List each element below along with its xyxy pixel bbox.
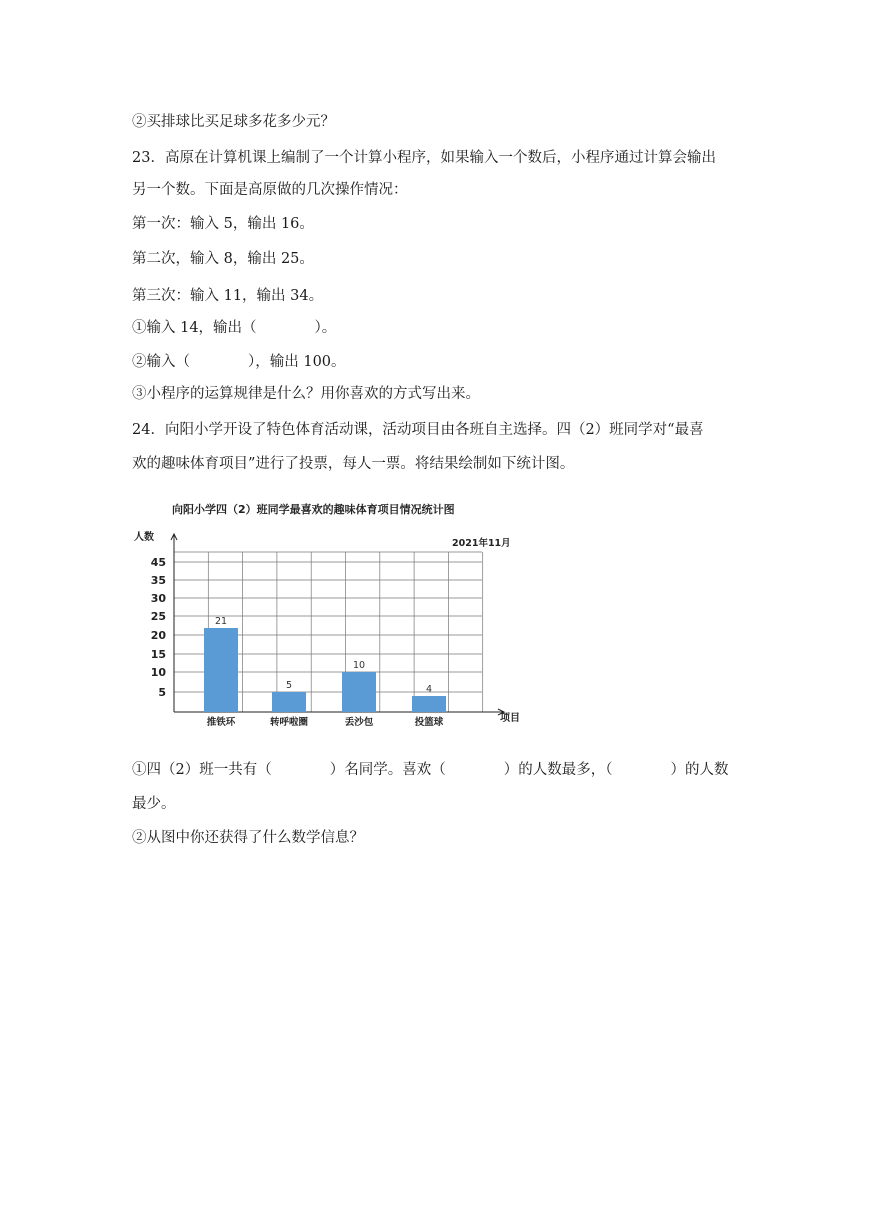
y-tick-label: 15	[150, 648, 166, 661]
sub-question-1: ①输入 14，输出（ ）。	[132, 320, 337, 336]
y-tick-label: 25	[150, 610, 166, 623]
chart-axes	[151, 534, 504, 715]
question-24-line-1: 24．向阳小学开设了特色体育活动课，活动项目由各班自主选择。四（2）班同学对“最喜	[132, 422, 704, 438]
question-24-sub-1-cont: 最少。	[132, 796, 176, 812]
y-tick-label: 20	[150, 629, 166, 642]
bar	[342, 672, 376, 712]
y-axis-label: 人数	[134, 532, 154, 543]
bar-value-label: 5	[285, 680, 293, 691]
bar	[412, 696, 446, 712]
question-24-sub-2: ②从图中你还获得了什么数学信息？	[132, 830, 364, 846]
x-tick-label: 投篮球	[414, 717, 444, 728]
bar-value-label: 4	[425, 684, 433, 695]
question-24-line-2: 欢的趣味体育项目”进行了投票，每人一票。将结果绘制如下统计图。	[132, 456, 575, 472]
chart-title: 向阳小学四（2）班同学最喜欢的趣味体育项目情况统计图	[172, 503, 455, 516]
bar	[272, 692, 306, 712]
operation-3: 第三次：输入 11，输出 34。	[132, 288, 324, 304]
y-tick-label: 5	[158, 686, 166, 699]
bar	[204, 628, 238, 712]
x-tick-label: 丢沙包	[344, 717, 374, 728]
sub-question-3: ③小程序的运算规律是什么？用你喜欢的方式写出来。	[132, 386, 480, 402]
question-23-line-2: 另一个数。下面是高原做的几次操作情况：	[132, 182, 408, 198]
x-tick-label: 转呼啦圈	[269, 717, 309, 728]
bar-chart	[130, 496, 550, 736]
bar-value-label: 10	[352, 660, 366, 671]
question-line-1: ②买排球比买足球多花多少元？	[132, 114, 335, 130]
operation-2: 第二次，输入 8，输出 25。	[132, 251, 314, 267]
sub-question-2: ②输入（ ），输出 100。	[132, 354, 346, 370]
y-tick-label: 45	[150, 556, 166, 569]
operation-1: 第一次：输入 5，输出 16。	[132, 216, 314, 232]
x-tick-label: 推铁环	[206, 717, 236, 728]
question-23-line-1: 23．高原在计算机课上编制了一个计算小程序，如果输入一个数后，小程序通过计算会输出	[132, 150, 716, 166]
y-tick-label: 10	[150, 666, 166, 679]
y-tick-label: 30	[150, 592, 166, 605]
question-24-sub-1: ①四（2）班一共有（ ）名同学。喜欢（ ）的人数最多，（ ）的人数	[132, 762, 729, 778]
chart-date: 2021年11月	[452, 538, 511, 549]
bar-value-label: 21	[214, 616, 228, 627]
y-tick-label: 35	[150, 574, 166, 587]
x-axis-label: 项目	[500, 713, 520, 724]
